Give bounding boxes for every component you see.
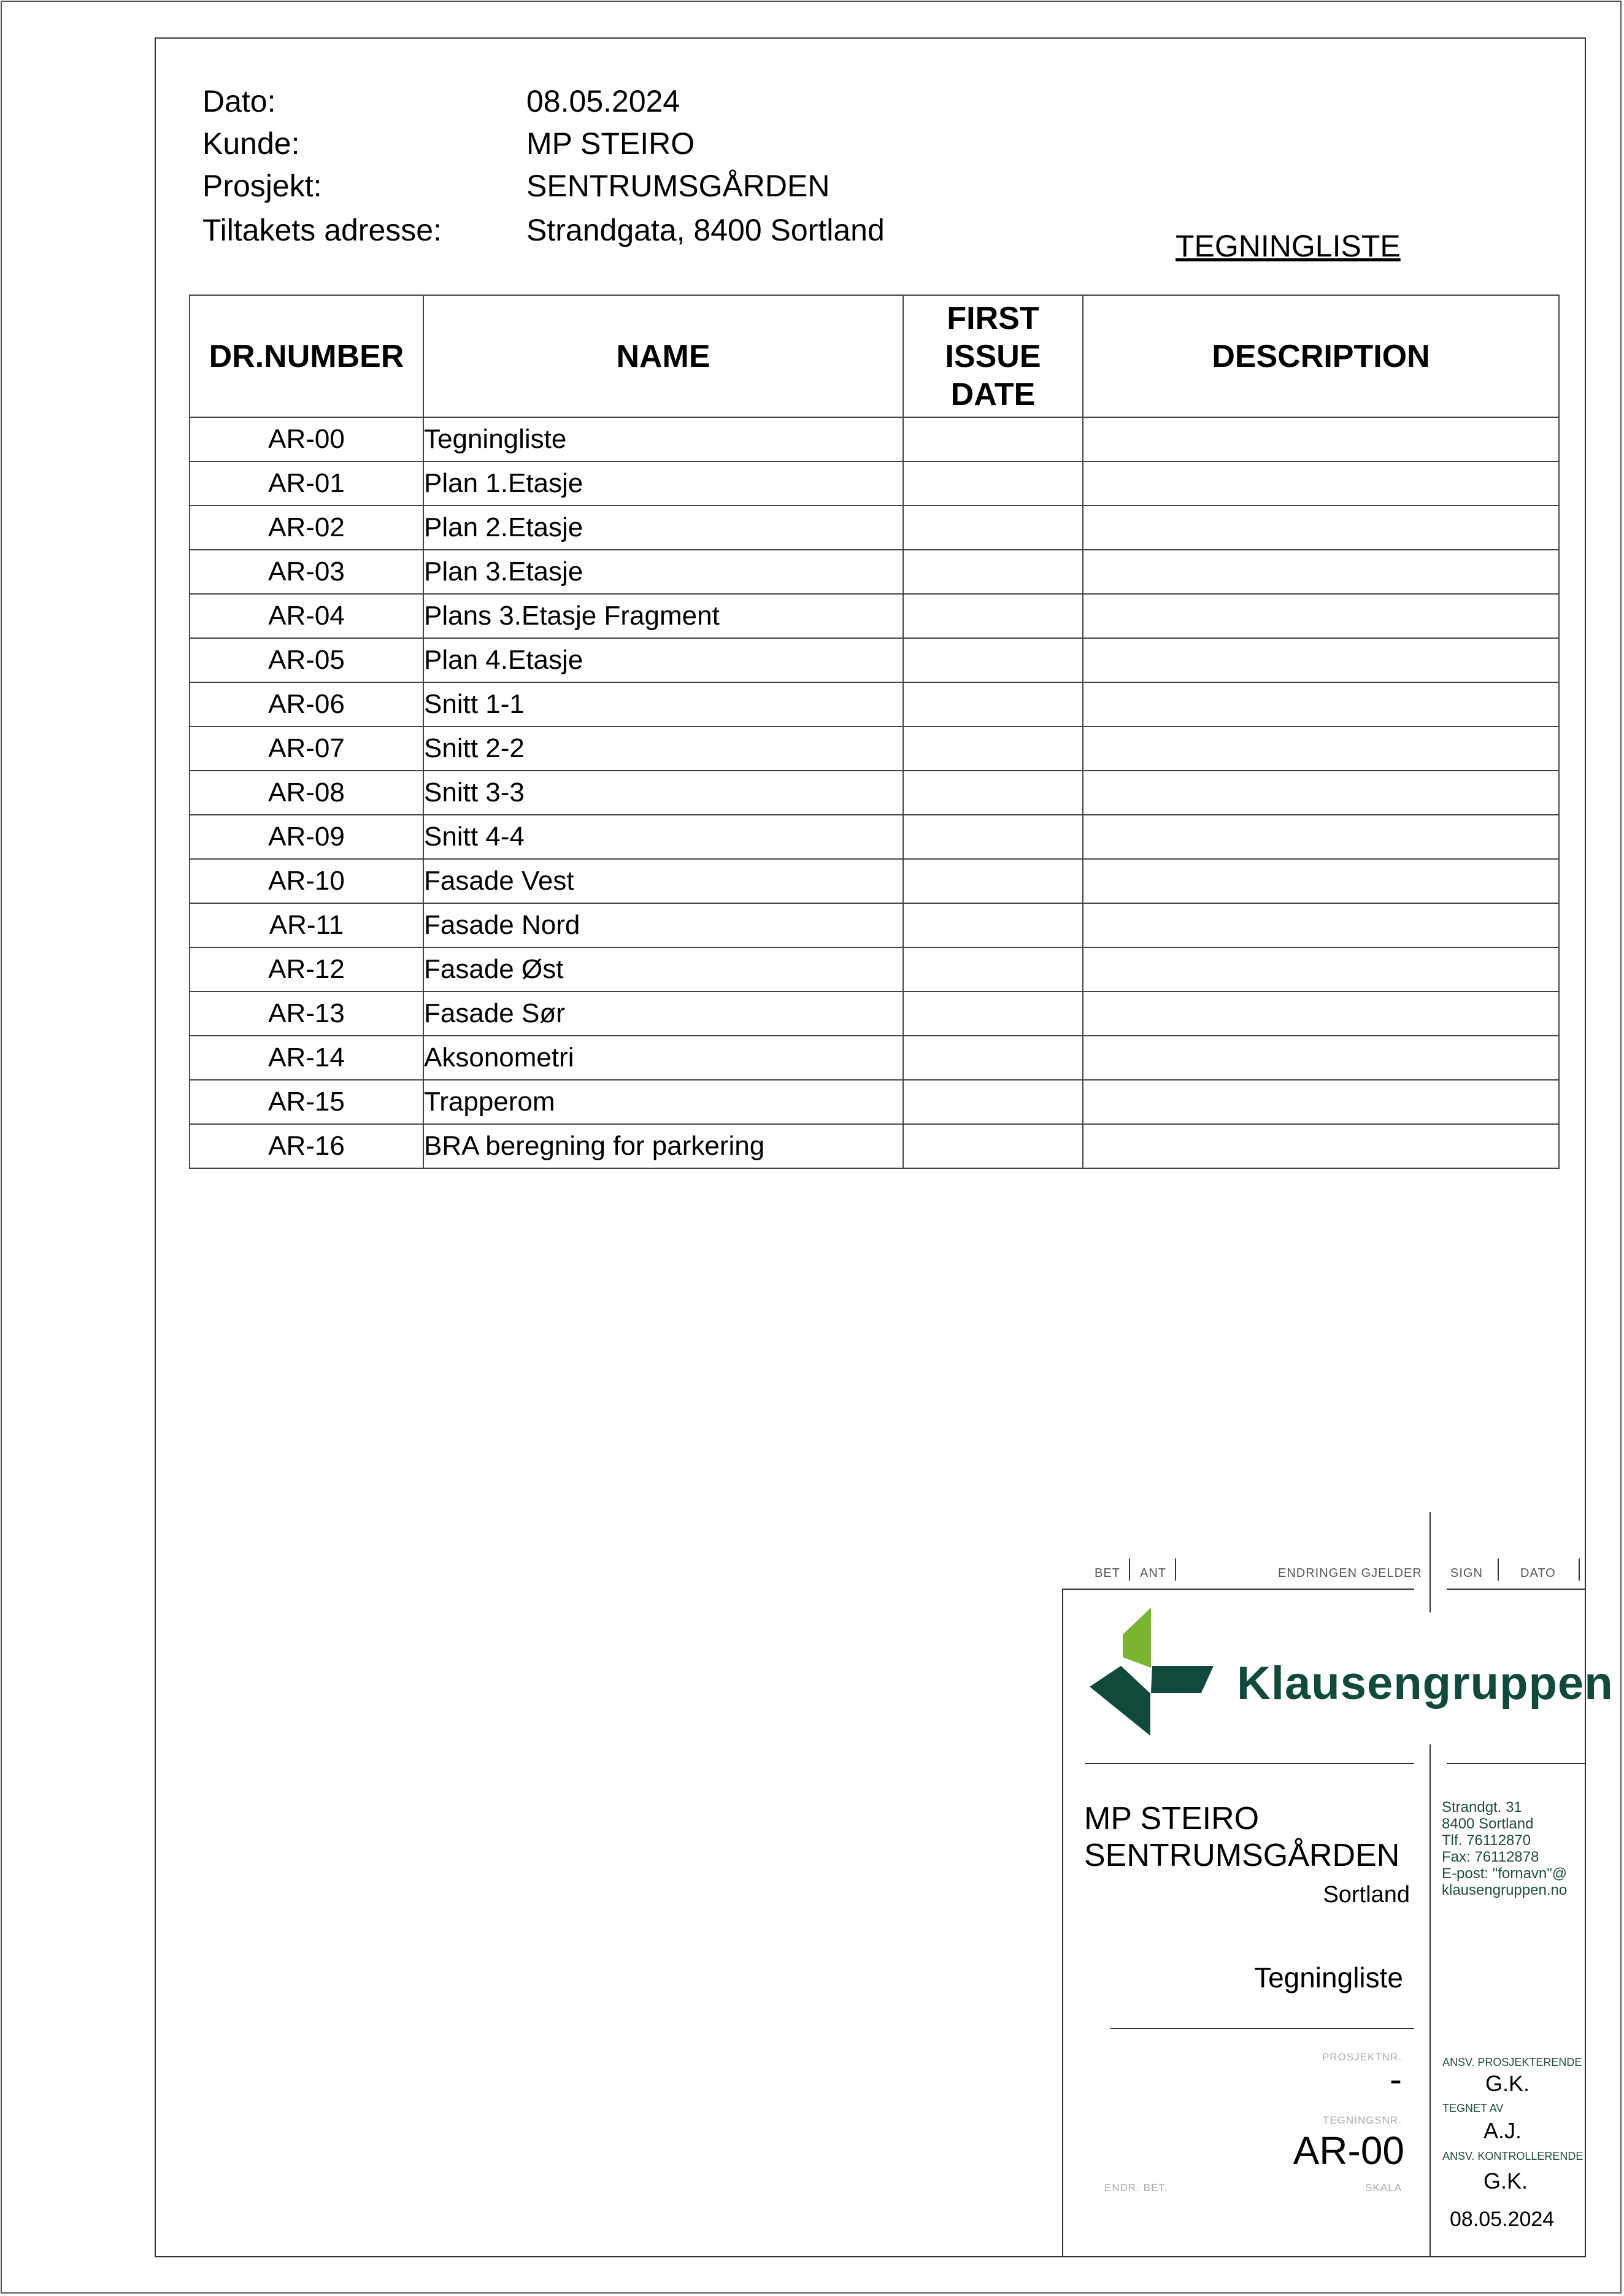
table-row xyxy=(190,947,1559,992)
drawing-name-cell: Plans 3.Etasje Fragment xyxy=(423,594,903,638)
table-header-row xyxy=(190,295,1559,417)
description-cell xyxy=(1083,1124,1559,1168)
drawing-name-cell: Snitt 2-2 xyxy=(423,726,903,771)
tb-divider xyxy=(1447,1589,1586,1590)
drawing-number-cell: AR-10 xyxy=(190,859,423,903)
tegnet-av-label: TEGNET AV xyxy=(1442,2102,1504,2114)
revision-sign-header: SIGN xyxy=(1450,1566,1483,1580)
prosjektnr-value: - xyxy=(1390,2059,1402,2100)
tb-divider xyxy=(1062,1589,1063,2257)
drawing-name-cell: Tegningliste xyxy=(423,417,903,461)
drawing-name-cell: Trapperom xyxy=(423,1080,903,1124)
first-issue-date-cell xyxy=(903,417,1083,461)
drawing-name-cell: Fasade Nord xyxy=(423,903,903,947)
first-issue-date-cell xyxy=(903,461,1083,506)
drawing-number-cell: AR-05 xyxy=(190,638,423,682)
drawing-number-cell: AR-16 xyxy=(190,1124,423,1168)
drawing-list-title: TEGNINGLISTE xyxy=(1176,229,1401,263)
first-issue-date-cell xyxy=(903,550,1083,594)
first-issue-date-cell xyxy=(903,726,1083,771)
first-issue-date-cell xyxy=(903,903,1083,947)
ansv-kontrollerende-value: G.K. xyxy=(1484,2168,1528,2194)
description-cell xyxy=(1083,1080,1559,1124)
date-value: 08.05.2024 xyxy=(526,84,680,118)
table-body xyxy=(190,417,1559,1168)
drawing-name-cell: Snitt 3-3 xyxy=(423,771,903,815)
tb-divider xyxy=(1062,1589,1414,1590)
column-header-description: DESCRIPTION xyxy=(1083,295,1559,417)
table-row xyxy=(190,859,1559,903)
column-header-first-issue-date: FIRST ISSUE DATE xyxy=(903,295,1083,417)
drawing-number-cell: AR-08 xyxy=(190,771,423,815)
prosjektnr-label: PROSJEKTNR. xyxy=(1322,2051,1402,2063)
first-issue-date-cell xyxy=(903,771,1083,815)
ansv-prosjekterende-label: ANSV. PROSJEKTERENDE xyxy=(1442,2056,1582,2068)
drawing-number-cell: AR-14 xyxy=(190,1036,423,1080)
first-issue-date-cell xyxy=(903,1036,1083,1080)
drawing-number-cell: AR-02 xyxy=(190,506,423,550)
drawing-number-cell: AR-01 xyxy=(190,461,423,506)
description-cell xyxy=(1083,726,1559,771)
drawing-number-cell: AR-07 xyxy=(190,726,423,771)
description-cell xyxy=(1083,1036,1559,1080)
tb-divider xyxy=(1110,2028,1414,2029)
first-issue-date-cell xyxy=(903,1124,1083,1168)
drawing-name-cell: BRA beregning for parkering xyxy=(423,1124,903,1168)
table-row xyxy=(190,771,1559,815)
first-issue-date-cell xyxy=(903,594,1083,638)
drawing-name-cell: Aksonometri xyxy=(423,1036,903,1080)
address-line: Tlf. 76112870 xyxy=(1442,1832,1531,1849)
drawing-name-cell: Plan 4.Etasje xyxy=(423,638,903,682)
description-cell xyxy=(1083,594,1559,638)
drawing-number-cell: AR-13 xyxy=(190,992,423,1036)
ansv-kontrollerende-label: ANSV. KONTROLLERENDE xyxy=(1442,2150,1584,2162)
table-row xyxy=(190,726,1559,771)
company-address xyxy=(1442,1799,1567,1898)
client-label: Kunde: xyxy=(202,126,300,161)
description-cell xyxy=(1083,992,1559,1036)
address-line: Fax: 76112878 xyxy=(1442,1849,1539,1865)
client-value: MP STEIRO xyxy=(526,126,695,161)
table-row xyxy=(190,815,1559,859)
drawing-number-cell: AR-11 xyxy=(190,903,423,947)
tb-drawing-title: Tegningliste xyxy=(1254,1962,1403,1994)
description-cell xyxy=(1083,682,1559,726)
address-line: E-post: "fornavn"@ xyxy=(1442,1865,1568,1882)
drawing-number-cell: AR-03 xyxy=(190,550,423,594)
drawing-number-cell: AR-04 xyxy=(190,594,423,638)
endr-bet-label: ENDR. BET. xyxy=(1104,2182,1168,2194)
first-issue-date-cell xyxy=(903,682,1083,726)
first-issue-date-cell xyxy=(903,947,1083,992)
drawing-number-cell: AR-15 xyxy=(190,1080,423,1124)
description-cell xyxy=(1083,947,1559,992)
tegnet-av-value: A.J. xyxy=(1484,2118,1522,2143)
table-row xyxy=(190,1080,1559,1124)
first-issue-date-cell xyxy=(903,638,1083,682)
revision-ant-header: ANT xyxy=(1140,1566,1166,1580)
drawing-number-cell: AR-12 xyxy=(190,947,423,992)
revision-bet-header: BET xyxy=(1095,1566,1120,1580)
first-issue-date-cell xyxy=(903,1080,1083,1124)
first-issue-date-cell xyxy=(903,506,1083,550)
drawing-name-cell: Snitt 1-1 xyxy=(423,682,903,726)
tb-date: 08.05.2024 xyxy=(1450,2208,1555,2231)
description-cell xyxy=(1083,550,1559,594)
column-header-number: DR.NUMBER xyxy=(190,295,423,417)
tb-divider xyxy=(1579,1558,1580,1581)
first-issue-date-cell xyxy=(903,859,1083,903)
date-label: Dato: xyxy=(202,84,276,118)
klausengruppen-logo-icon xyxy=(1085,1605,1220,1740)
description-cell xyxy=(1083,461,1559,506)
drawing-name-cell: Snitt 4-4 xyxy=(423,815,903,859)
table-row xyxy=(190,903,1559,947)
table-row xyxy=(190,992,1559,1036)
drawing-number-cell: AR-00 xyxy=(190,417,423,461)
drawing-name-cell: Plan 3.Etasje xyxy=(423,550,903,594)
drawing-name-cell: Plan 2.Etasje xyxy=(423,506,903,550)
project-label: Prosjekt: xyxy=(202,169,322,203)
table-row xyxy=(190,1124,1559,1168)
tb-client: MP STEIRO xyxy=(1084,1801,1260,1836)
table-row xyxy=(190,417,1559,461)
drawing-number-cell: AR-06 xyxy=(190,682,423,726)
tb-divider xyxy=(1085,1763,1414,1764)
table-row xyxy=(190,682,1559,726)
first-issue-date-cell xyxy=(903,815,1083,859)
description-cell xyxy=(1083,506,1559,550)
revision-date-header: DATO xyxy=(1520,1566,1556,1580)
address-label: Tiltakets adresse: xyxy=(202,213,442,247)
drawing-name-cell: Fasade Sør xyxy=(423,992,903,1036)
tb-location: Sortland xyxy=(1323,1882,1410,1908)
revision-description-header: ENDRINGEN GJELDER xyxy=(1278,1566,1422,1580)
drawing-number-cell: AR-09 xyxy=(190,815,423,859)
skala-label: SKALA xyxy=(1365,2182,1402,2194)
tegningsnr-label: TEGNINGSNR. xyxy=(1322,2114,1402,2126)
description-cell xyxy=(1083,903,1559,947)
table-row xyxy=(190,1036,1559,1080)
tb-divider xyxy=(1430,1512,1431,1612)
first-issue-date-cell xyxy=(903,992,1083,1036)
table-row xyxy=(190,506,1559,550)
address-value: Strandgata, 8400 Sortland xyxy=(526,213,885,247)
address-line: klausengruppen.no xyxy=(1442,1882,1568,1898)
table-row xyxy=(190,594,1559,638)
tb-divider xyxy=(1447,1763,1586,1764)
description-cell xyxy=(1083,771,1559,815)
tb-divider xyxy=(1498,1558,1499,1581)
address-line: 8400 Sortland xyxy=(1442,1816,1534,1832)
column-header-name: NAME xyxy=(423,295,903,417)
drawing-list-table xyxy=(189,295,1560,1169)
description-cell xyxy=(1083,859,1559,903)
description-cell xyxy=(1083,815,1559,859)
ansv-prosjekterende-value: G.K. xyxy=(1485,2071,1530,2096)
tb-divider xyxy=(1175,1558,1176,1581)
address-line: Strandgt. 31 xyxy=(1442,1799,1522,1816)
table-row xyxy=(190,638,1559,682)
drawing-name-cell: Fasade Øst xyxy=(423,947,903,992)
description-cell xyxy=(1083,417,1559,461)
tb-divider xyxy=(1129,1558,1130,1581)
drawing-name-cell: Plan 1.Etasje xyxy=(423,461,903,506)
table-row xyxy=(190,550,1559,594)
table-row xyxy=(190,461,1559,506)
tegningsnr-value: AR-00 xyxy=(1293,2128,1404,2173)
company-name: Klausengruppen xyxy=(1237,1657,1614,1709)
tb-project: SENTRUMSGÅRDEN xyxy=(1084,1838,1400,1873)
tb-divider xyxy=(1430,1744,1431,2257)
drawing-name-cell: Fasade Vest xyxy=(423,859,903,903)
description-cell xyxy=(1083,638,1559,682)
project-value: SENTRUMSGÅRDEN xyxy=(526,169,830,203)
